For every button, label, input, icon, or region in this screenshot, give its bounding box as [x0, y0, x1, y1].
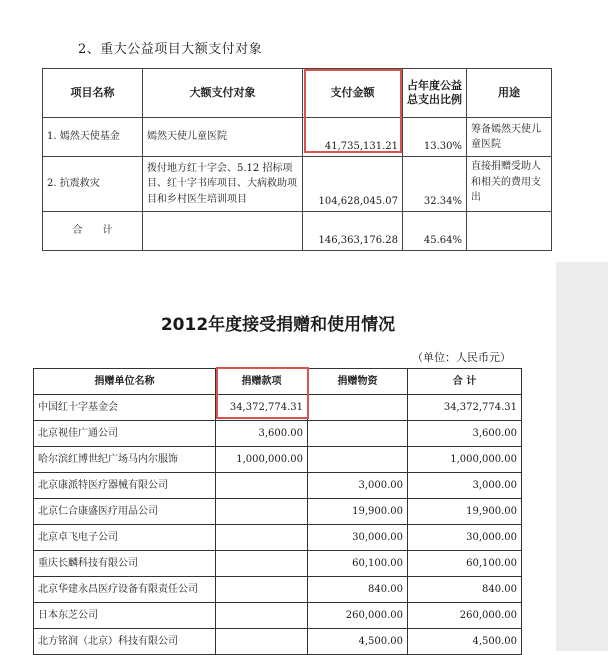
header-project-name: 项目名称: [43, 69, 143, 118]
goods-amount: 260,000.00: [308, 603, 408, 629]
total-amount: 4,500.00: [408, 629, 522, 655]
payment-amount: 104,628,045.07: [303, 157, 403, 212]
section1-title: 2、重大公益项目大额支付对象: [78, 42, 263, 57]
donor-name: 北方铭润（北京）科技有限公司: [34, 629, 216, 655]
donor-name: 北京康派特医疗器械有限公司: [34, 473, 216, 499]
side-panel: [556, 262, 608, 651]
payment-target: 嫣然天使儿童医院: [143, 118, 303, 157]
payment-amount: 146,363,176.28: [303, 212, 403, 251]
header-payment-amount: 支付金额: [303, 69, 403, 118]
use: 直接捐赠受助人和相关的费用支出: [467, 157, 552, 212]
use: [467, 212, 552, 251]
donation-table-body: [34, 395, 522, 655]
major-payment-table: [42, 68, 552, 251]
table-row: [34, 577, 522, 603]
cash-amount: [216, 473, 308, 499]
table-row: [34, 525, 522, 551]
table-row: [34, 395, 522, 421]
total-amount: 260,000.00: [408, 603, 522, 629]
use: 筹备嫣然天使儿童医院: [467, 118, 552, 157]
header-payment-target: 大额支付对象: [143, 69, 303, 118]
report-title: 2012年度接受捐赠和使用情况: [160, 315, 396, 335]
goods-amount: 3,000.00: [308, 473, 408, 499]
donor-name: 日本东芝公司: [34, 603, 216, 629]
table-row: [34, 473, 522, 499]
table-row: [43, 157, 552, 212]
ratio: 13.30%: [403, 118, 467, 157]
total-amount: 60,100.00: [408, 551, 522, 577]
table-row: [43, 118, 552, 157]
unit-note: （单位：人民币元）: [412, 351, 511, 364]
header-ratio: 占年度公益 总支出比例: [403, 69, 467, 118]
cash-amount: [216, 577, 308, 603]
goods-amount: [308, 447, 408, 473]
goods-amount: 60,100.00: [308, 551, 408, 577]
payment-amount: 41,735,131.21: [303, 118, 403, 157]
goods-amount: 4,500.00: [308, 629, 408, 655]
donor-name: 北京仁合康盛医疗用品公司: [34, 499, 216, 525]
table-row-total: [43, 212, 552, 251]
payment-target: 拨付地方红十字会、5.12 招标项目、红十字书库项目、大病救助项目和乡村医生培训项目: [143, 157, 303, 212]
donor-name: 哈尔滨红博世纪广场马内尔服饰: [34, 447, 216, 473]
ratio: 45.64%: [403, 212, 467, 251]
goods-amount: 30,000.00: [308, 525, 408, 551]
table-header-row: [43, 69, 552, 118]
table-row: [34, 499, 522, 525]
header-cash: 捐赠款项: [216, 369, 308, 395]
total-amount: 30,000.00: [408, 525, 522, 551]
donor-name: 中国红十字基金会: [34, 395, 216, 421]
total-amount: 19,900.00: [408, 499, 522, 525]
project-name: 1. 嫣然天使基金: [43, 118, 143, 157]
goods-amount: [308, 421, 408, 447]
cash-amount: [216, 551, 308, 577]
ratio: 32.34%: [403, 157, 467, 212]
goods-amount: 19,900.00: [308, 499, 408, 525]
donation-table: [33, 368, 522, 655]
total-amount: 3,600.00: [408, 421, 522, 447]
table-header-row: [34, 369, 522, 395]
cash-amount: 1,000,000.00: [216, 447, 308, 473]
goods-amount: 840.00: [308, 577, 408, 603]
total-amount: 840.00: [408, 577, 522, 603]
cash-amount: 3,600.00: [216, 421, 308, 447]
total-amount: 34,372,774.31: [408, 395, 522, 421]
donor-name: 北京视佳广通公司: [34, 421, 216, 447]
cash-amount: [216, 525, 308, 551]
goods-amount: [308, 395, 408, 421]
total-amount: 3,000.00: [408, 473, 522, 499]
payment-target: [143, 212, 303, 251]
donor-name: 重庆长麟科技有限公司: [34, 551, 216, 577]
header-total: 合 计: [408, 369, 522, 395]
cash-amount: [216, 603, 308, 629]
project-name: 2. 抗震救灾: [43, 157, 143, 212]
table-row: [34, 421, 522, 447]
total-label: 合 计: [43, 212, 143, 251]
header-use: 用途: [467, 69, 552, 118]
donor-name: 北京卓飞电子公司: [34, 525, 216, 551]
total-amount: 1,000,000.00: [408, 447, 522, 473]
table-row: [34, 603, 522, 629]
table-row: [34, 447, 522, 473]
cash-amount: [216, 499, 308, 525]
header-goods: 捐赠物资: [308, 369, 408, 395]
donor-name: 北京华建永昌医疗设备有限责任公司: [34, 577, 216, 603]
cash-amount: 34,372,774.31: [216, 395, 308, 421]
header-donor-name: 捐赠单位名称: [34, 369, 216, 395]
table-row: [34, 551, 522, 577]
